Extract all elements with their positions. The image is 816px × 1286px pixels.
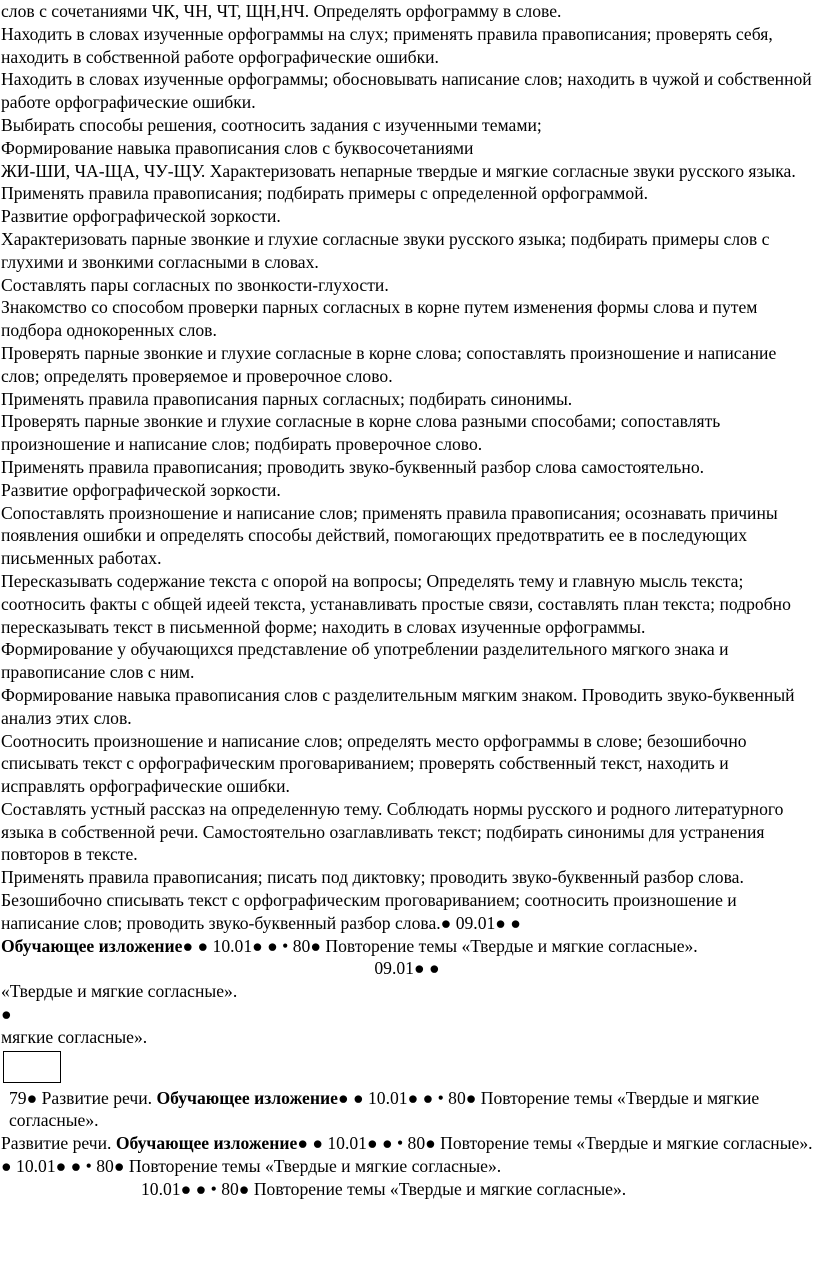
text-line — [1, 1132, 813, 1155]
text-line: «Твердые и мягкие согласные». — [1, 981, 238, 1002]
text-line: Соотносить произношение и написание слов; определять место орфограммы в слове; безошибочно списывать текст с орфографическим проговариванием; проверять собственный текст, находить и исправлять орфографические ошибки. — [1, 730, 747, 797]
text-line: Развитие орфографической зоркости. — [1, 479, 281, 500]
text-line: Пересказывать содержание текста с опорой на вопросы; Определять тему и главную мысль текста; соотносить факты с общей идеей текста, устанавливать простые связи, составлять план текста; подробно пересказывать текст в письменной форме; находить в словах изученные орфограммы. — [1, 570, 791, 637]
document-body — [1, 0, 813, 1201]
bullet-line: ● — [1, 1004, 12, 1025]
text-line: слов с сочетаниями ЧК, ЧН, ЧТ, ЩН,НЧ. Определять орфограмму в слове. — [1, 1, 562, 21]
text-line: 09.01● ● — [374, 958, 440, 979]
text-line: Применять правила правописания парных согласных; подбирать синонимы. — [1, 388, 573, 409]
text-line: Знакомство со способом проверки парных согласных в корне путем изменения формы слова и путем подбора однокоренных слов. — [1, 297, 758, 341]
inline-text: ● ● 10.01● ● • 80● Повторение темы «Твердые и мягкие согласные». — [297, 1133, 813, 1154]
bold-title: Обучающее изложение — [115, 1133, 298, 1154]
text-line: Составлять устный рассказ на определенную тему. Соблюдать нормы русского и родного литературного языка в собственной речи. Самостоятельно озаглавливать текст; подбирать синонимы для устранения повторов в тексте. — [1, 798, 784, 865]
inline-text: Развитие речи. — [1, 1133, 116, 1154]
inline-text: ● ● 10.01● ● • 80● Повторение темы «Твердые и мягкие согласные». — [9, 1087, 760, 1131]
text-line: Выбирать способы решения, соотносить задания с изученными темами; — [1, 114, 542, 135]
text-line: мягкие согласные». — [1, 1026, 148, 1047]
text-line: Находить в словах изученные орфограммы; обосновывать написание слов; находить в чужой и собственной работе орфографические ошибки. — [1, 69, 812, 113]
text-line: Применять правила правописания; проводить звуко-буквенный разбор слова самостоятельно. — [1, 456, 705, 477]
text-line: Находить в словах изученные орфограммы на слух; применять правила правописания; проверять себя, находить в собственной работе орфографические ошибки. — [1, 23, 773, 67]
text-line: ● 10.01● ● • 80● Повторение темы «Твердые и мягкие согласные». — [1, 1156, 502, 1177]
text-line: Проверять парные звонкие и глухие согласные в корне слова; сопоставлять произношение и написание слов; определять проверяемое и проверочное слово. — [1, 342, 777, 386]
text-line: 10.01● ● • 80● Повторение темы «Твердые и мягкие согласные». — [141, 1178, 627, 1199]
inline-text: ● ● 10.01● ● • 80● Повторение темы «Твердые и мягкие согласные». — [182, 935, 698, 956]
text-line: Составлять пары согласных по звонкости-глухости. — [1, 274, 389, 295]
text-line: Безошибочно списывать текст с орфографическим проговариванием; соотносить произношение и написание слов; проводить звуко-буквенный разбор слова.● 09.01● ● — [1, 890, 737, 933]
text-line — [1, 935, 813, 958]
text-line: Формирование навыка правописания слов с буквосочетаниями — [1, 137, 474, 158]
text-line: Характеризовать парные звонкие и глухие согласные звуки русского языка; подбирать примеры слов с глухими и звонкими согласными в словах. — [1, 228, 770, 272]
text-line: Применять правила правописания; писать под диктовку; проводить звуко-буквенный разбор слова. — [1, 867, 744, 888]
bold-title: Обучающее изложение — [1, 935, 183, 956]
text-line: Проверять парные звонкие и глухие согласные в корне слова разными способами; сопоставлять произношение и написание слов; подбирать проверочное слово. — [1, 411, 721, 455]
inline-text: 79● Развитие речи. — [9, 1087, 157, 1108]
text-line: Формирование навыка правописания слов с разделительным мягким знаком. Проводить звуко-буквенный анализ этих слов. — [1, 684, 795, 728]
text-line: Применять правила правописания; подбирать примеры с определенной орфограммой. — [1, 183, 649, 204]
empty-box — [3, 1051, 61, 1083]
text-line: ЖИ-ШИ, ЧА-ЩА, ЧУ-ЩУ. Характеризовать непарные твердые и мягкие согласные звуки русского языка. — [1, 160, 796, 181]
text-line: Развитие орфографической зоркости. — [1, 206, 281, 227]
text-line: Сопоставлять произношение и написание слов; применять правила правописания; осознавать причины появления ошибки и определять способы действий, помогающих предотвратить ее в последующих письменных работах. — [1, 502, 778, 569]
text-line — [1, 1087, 813, 1133]
text-line: Формирование у обучающихся представление об употреблении разделительного мягкого знака и правописание слов с ним. — [1, 639, 729, 683]
bold-title: Обучающее изложение — [156, 1087, 338, 1108]
